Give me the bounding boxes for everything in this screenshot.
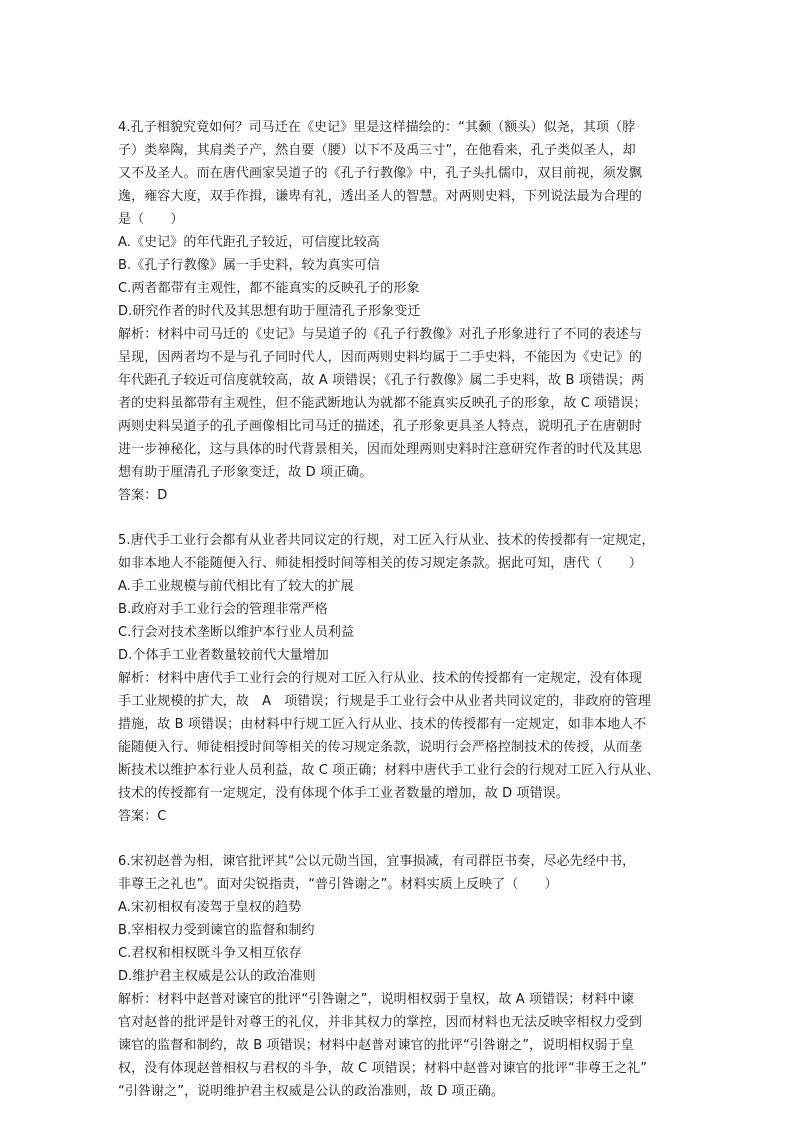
analysis-line: 解析：材料中赵普对谏官的批评“引咎谢之”，说明相权弱于皇权，故 A 项错误；材料中谏 — [118, 992, 634, 1007]
option-d: D.维护君主权威是公认的政治准则 — [118, 969, 316, 984]
analysis-line: 官对赵普的批评是针对尊王的礼仪，并非其权力的掌控，因而材料也无法反映宰相权力受到 — [118, 1015, 643, 1030]
analysis-line: 谏官的监督和制约，故 B 项错误；材料中赵普对谏官的批评“引咎谢之”，说明相权弱于皇 — [118, 1038, 634, 1053]
question-6 — [118, 850, 678, 1103]
question-5 — [118, 529, 678, 828]
analysis-line: 呈现，因两者均不是与孔子同时代人，因而两则史料均属于二手史料，不能因为《史记》的 — [118, 350, 643, 365]
option-c: C.两者都带有主观性，都不能真实的反映孔子的形象 — [118, 281, 420, 296]
option-a: A.手工业规模与前代相比有了较大的扩展 — [118, 579, 354, 594]
analysis-line: 解析：材料中司马迁的《史记》与吴道子的《孔子行教像》对孔子形象进行了不同的表述与 — [118, 327, 643, 342]
question-stem-line: 如非本地人不能随便入行、师徒相授时间等相关的传习规定条款。据此可知，唐代（ ） — [118, 556, 643, 571]
question-stem-line: 4.孔子相貌究竟如何？司马迁在《史记》里是这样描绘的：“其颡（额头）似尧，其项（脖 — [118, 120, 636, 135]
analysis-line: 年代距孔子较近可信度就较高，故 A 项错误；《孔子行教像》属二手史料，故 B 项错误；两 — [118, 373, 645, 388]
option-c: C.君权和相权既斗争又相互依存 — [118, 946, 302, 961]
option-d: D.个体手工业者数量较前代大量增加 — [118, 648, 329, 663]
analysis-line: 想有助于厘清孔子形象变迁，故 D 项正确。 — [118, 465, 373, 480]
analysis-line: 能随便入行、师徒相授时间等相关的传习规定条款，说明行会严格控制技术的传授，从而垄 — [118, 740, 643, 755]
analysis-line: 断技术以维护本行业人员利益，故 C 项正确；材料中唐代手工业行会的行规对工匠入行从业、 — [118, 763, 660, 778]
question-stem-line: 又不及圣人。而在唐代画家吴道子的《孔子行教像》中，孔子头扎儒巾，双目前视，须发飘 — [118, 166, 643, 181]
spacer — [118, 507, 678, 529]
question-stem-line: 子）类皋陶，其肩类子产，然自要（腰）以下不及禹三寸”，在他看来，孔子类似圣人，却 — [118, 143, 636, 158]
analysis-line: 进一步神秘化，这与具体的时代背景相关，因而处理两则史料时注意研究作者的时代及其思 — [118, 442, 643, 457]
question-stem-line: 逸，雍容大度，双手作揖，谦卑有礼，透出圣人的智慧。对两则史料，下列说法最为合理的 — [118, 189, 643, 204]
analysis-line: 手工业规模的扩大，故 A 项错误；行规是手工业行会中从业者共同议定的，非政府的管理 — [118, 694, 651, 709]
analysis-line: 权，没有体现赵普相权与君权的斗争，故 C 项错误；材料中赵普对谏官的批评“非尊王之礼” — [118, 1061, 648, 1076]
analysis-line: 两则史料吴道子的孔子画像相比司马迁的描述，孔子形象更具圣人特点，说明孔子在唐朝时 — [118, 419, 643, 434]
question-stem-line: 5.唐代手工业行会都有从业者共同议定的行规，对工匠入行从业、技术的传授都有一定规定， — [118, 533, 655, 548]
option-c: C.行会对技术垄断以维护本行业人员利益 — [118, 625, 355, 640]
document-page — [118, 116, 678, 1103]
question-stem-line: 非尊王之礼也”。面对尖锐指责，“普引咎谢之”。材料实质上反映了（ ） — [118, 877, 558, 892]
question-4 — [118, 116, 678, 507]
option-d: D.研究作者的时代及其思想有助于厘清孔子形象变迁 — [118, 304, 421, 319]
option-a: A.宋初相权有凌驾于皇权的趋势 — [118, 900, 302, 915]
analysis-line: 者的史料虽都带有主观性，但不能武断地认为就都不能真实反映孔子的形象，故 C 项错误； — [118, 396, 647, 411]
answer-line: 答案：C — [118, 809, 167, 824]
answer-line: 答案：D — [118, 488, 168, 503]
question-stem-line: 6.宋初赵普为相，谏官批评其“公以元勋当国，宜事损减，有司群臣书奏，尽必先经中书， — [118, 854, 636, 869]
analysis-line: “引咎谢之”，说明维护君主权威是公认的政治准则，故 D 项正确。 — [118, 1084, 504, 1099]
analysis-line: 技术的传授都有一定规定，没有体现个体手工业者数量的增加，故 D 项错误。 — [118, 786, 569, 801]
option-b: B.政府对手工业行会的管理非常严格 — [118, 602, 328, 617]
spacer — [118, 828, 678, 850]
analysis-line: 措施，故 B 项错误；由材料中行规工匠入行从业、技术的传授都有一定规定，如非本地人不 — [118, 717, 647, 732]
question-stem-line: 是（ ） — [118, 212, 184, 227]
option-a: A.《史记》的年代距孔子较近，可信度比较高 — [118, 235, 380, 250]
option-b: B.宰相权力受到谏官的监督和制约 — [118, 923, 315, 938]
analysis-line: 解析：材料中唐代手工业行会的行规对工匠入行从业、技术的传授都有一定规定，没有体现 — [118, 671, 643, 686]
option-b: B.《孔子行教像》属一手史料，较为真实可信 — [118, 258, 381, 273]
